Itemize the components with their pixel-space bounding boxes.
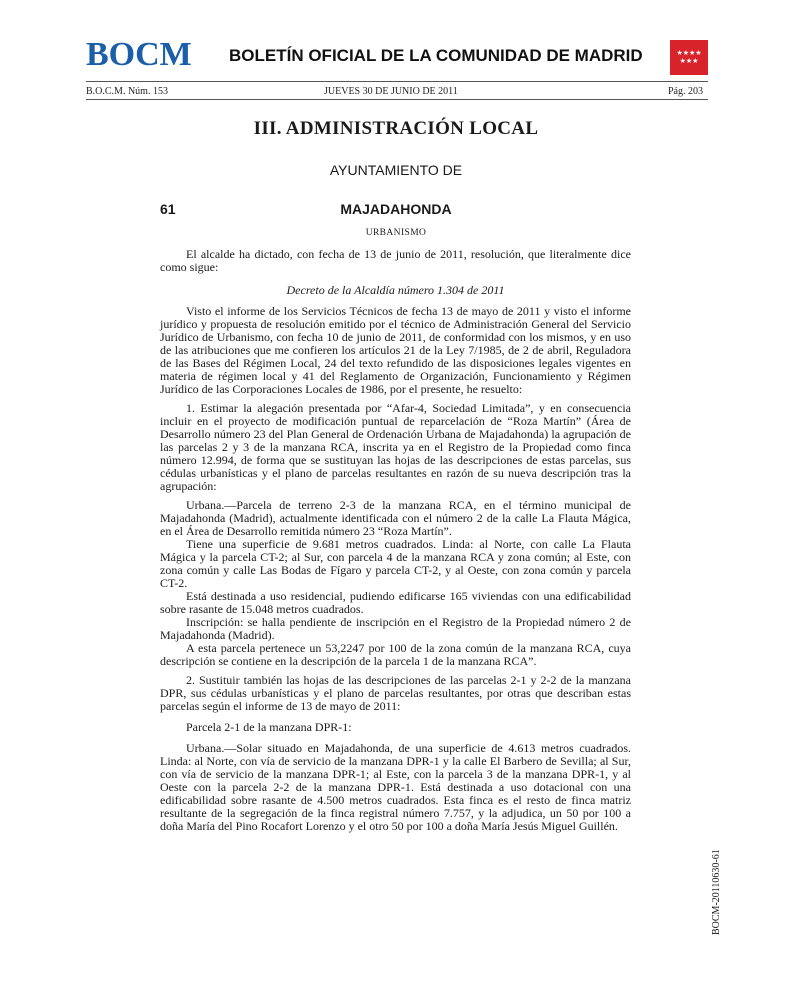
municipality-heading: MAJADAHONDA (340, 201, 452, 217)
area-heading: URBANISMO (365, 228, 427, 238)
paragraph: Urbana.—Parcela de terreno 2-3 de la manzana RCA, en el término municipal de Majadahonda (Madrid), actualmente identificada con el número 2 de la calle La Flauta Mágica, en el Área de Desarrollo remitida número 23 “Roza Martín”. (160, 498, 631, 538)
flag-stars: ★★★★ ★★★ (676, 49, 702, 65)
paragraph: 1. Estimar la alegación presentada por “Afar-4, Sociedad Limitada”, y en consecuencia incluir en el proyecto de modificación puntual de reparcelación de “Roza Martín” (Área de Desarrollo número 23 del Plan General de Ordenación Urbana de Majadahonda) la agrupación de las parcelas 2 y 3 de la manzana RCA, inscrita ya en el Registro de la Propiedad como finca número 12.994, de forma que se sustituyan las hojas de las descripciones de estas parcelas, sus cédulas urbanísticas y el plano de parcelas resultantes en razón de su nueva descripción tras la agrupación: (160, 401, 631, 493)
bocm-logo: BOCM (86, 36, 192, 73)
issue-date: JUEVES 30 DE JUNIO DE 2011 (324, 86, 458, 97)
paragraph: Parcela 2-1 de la manzana DPR-1: (186, 720, 352, 734)
page-number: Pág. 203 (668, 86, 703, 97)
paragraph: 2. Sustituir también las hojas de las descripciones de las parcelas 2-1 y 2-2 de la manzana DPR, sus cédulas urbanísticas y el plano de parcelas resultantes, por otras que describan estas parcelas según el informe de 13 de mayo de 2011: (160, 673, 631, 713)
issue-number: B.O.C.M. Núm. 153 (86, 86, 168, 97)
header-rule-top (86, 81, 708, 82)
publication-title: BOLETÍN OFICIAL DE LA COMUNIDAD DE MADRID (229, 46, 643, 65)
paragraph: Está destinada a uso residencial, pudiendo edificarse 165 viviendas con una edificabilidad sobre rasante de 15.048 metros cuadrados. (160, 589, 631, 616)
madrid-flag-icon (670, 40, 708, 75)
paragraph: Inscripción: se halla pendiente de inscripción en el Registro de la Propiedad número 2 de Majadahonda (Madrid). (160, 615, 631, 642)
authority-heading: AYUNTAMIENTO DE (329, 162, 463, 178)
side-document-code: BOCM-20110630-61 (711, 849, 722, 935)
decree-title: Decreto de la Alcaldía número 1.304 de 2011 (286, 283, 505, 297)
entry-number: 61 (160, 201, 176, 217)
paragraph: Visto el informe de los Servicios Técnicos de fecha 13 de mayo de 2011 y visto el informe jurídico y propuesta de resolución emitido por el técnico de Administración General del Servicio Jurídico de Urbanismo, con fecha 10 de junio de 2011, de conformidad con los mismos, y en uso de las atribuciones que me confieren los artículos 21 de la Ley 7/1985, de 2 de abril, Reguladora de las Bases del Régimen Local, 24 del texto refundido de las disposiciones legales vigentes en materia de régimen local y 41 del Reglamento de Organización, Funcionamiento y Régimen Jurídico de las Corporaciones Locales de 1986, por el presente, he resuelto: (160, 304, 631, 396)
header-rule-bottom (86, 99, 708, 100)
section-title: III. ADMINISTRACIÓN LOCAL (253, 118, 539, 139)
intro-paragraph: El alcalde ha dictado, con fecha de 13 de junio de 2011, resolución, que literalmente dice como sigue: (160, 247, 631, 274)
document-body (160, 248, 631, 833)
paragraph: Tiene una superficie de 9.681 metros cuadrados. Linda: al Norte, con calle La Flauta Mágica y la parcela CT-2; al Sur, con parcela 4 de la manzana RCA y zona común; al Este, con zona común y calle Las Bodas de Fígaro y parcela CT-2, y al Oeste, con zona común y parcela CT-2. (160, 537, 631, 590)
paragraph: Urbana.—Solar situado en Majadahonda, de una superficie de 4.613 metros cuadrados. Linda: al Norte, con vía de servicio de la manzana DPR-1 y la calle El Barbero de Sevilla; al Sur, con vía de servicio de la manzana DPR-1; al Este, con la parcela 3 de la manzana DPR-1, y al Oeste con la parcela 2-2 de la manzana DPR-1. Está destinada a uso dotacional con una edificabilidad sobre rasante de 4.500 metros cuadrados. Esta finca es el resto de finca matriz resultante de la segregación de la finca registral número 7.757, y la adjudica, un 50 por 100 a doña María del Pino Rocafort Lorenzo y el otro 50 por 100 a doña María Jesús Miguel Guillén. (160, 741, 631, 833)
paragraph: A esta parcela pertenece un 53,2247 por 100 de la zona común de la manzana RCA, cuya descripción se contiene en la descripción de la parcela 1 de la manzana RCA”. (160, 641, 631, 668)
